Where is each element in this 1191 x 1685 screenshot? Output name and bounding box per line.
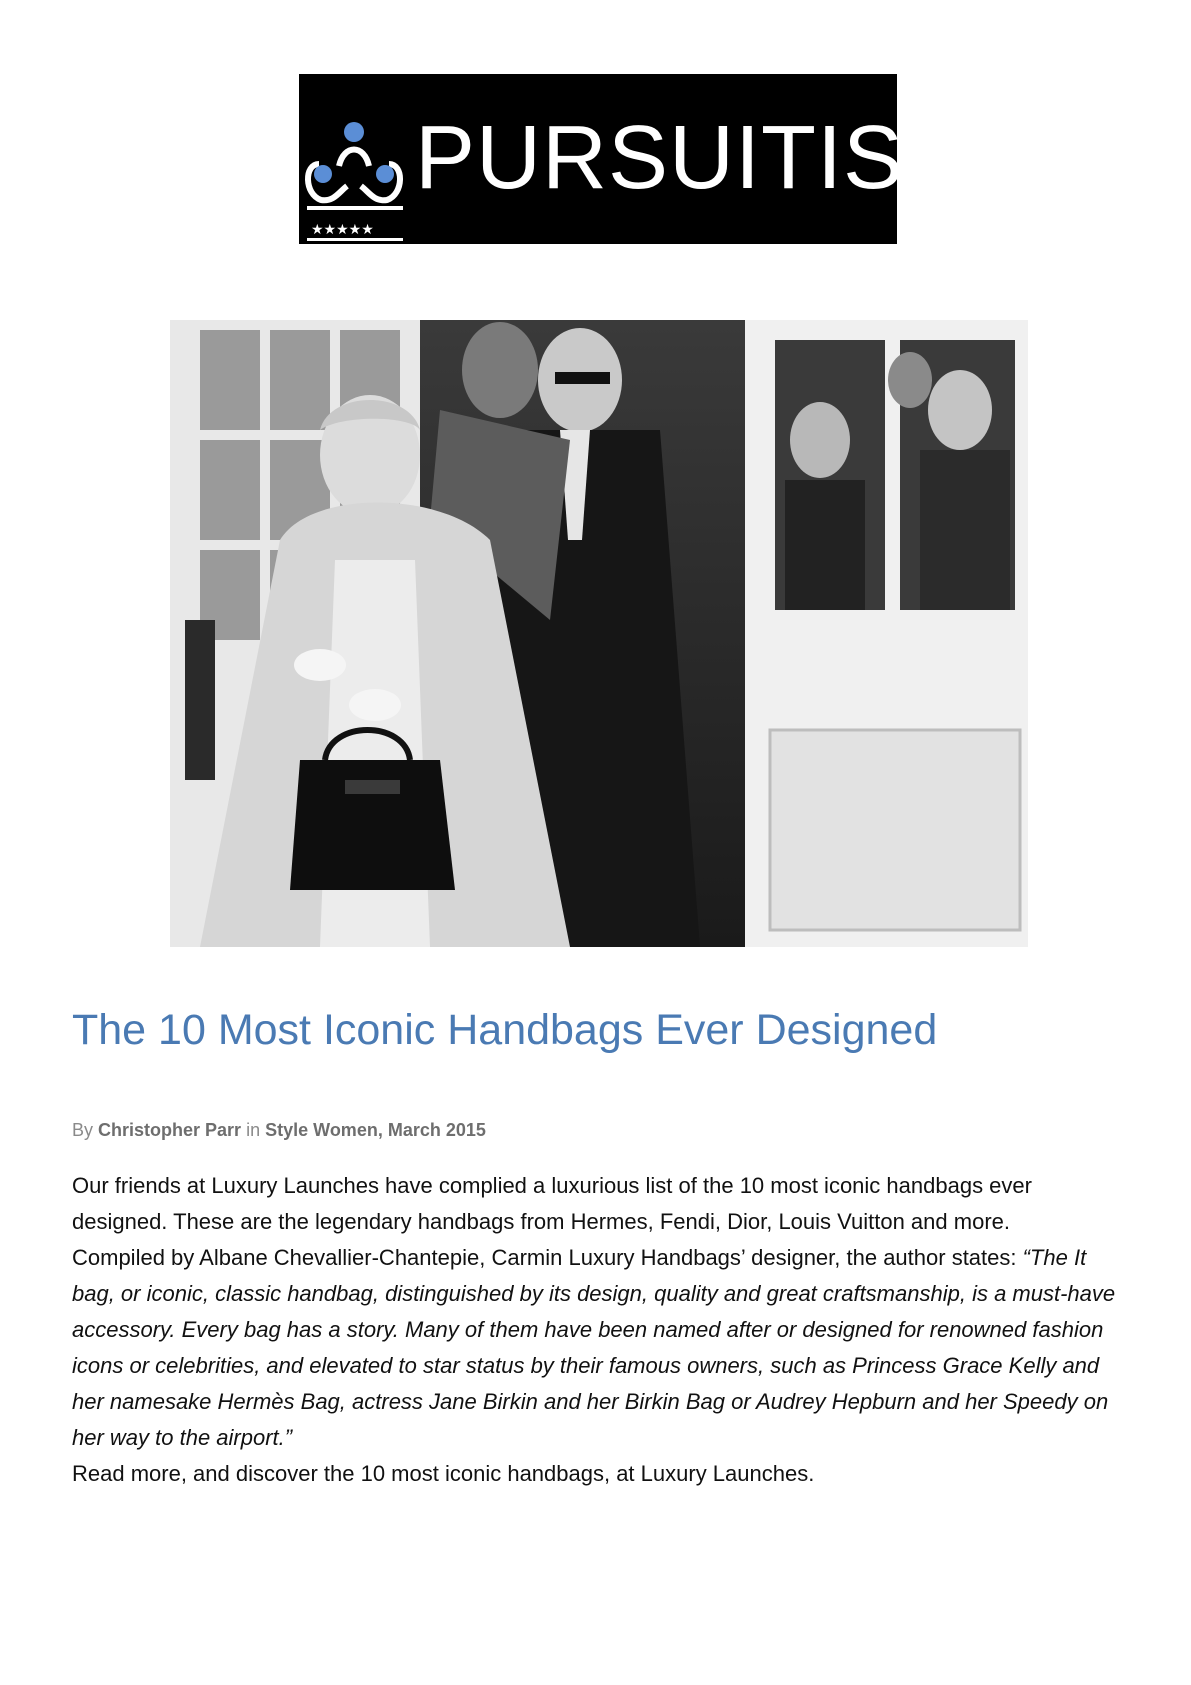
paragraph-2-intro: Compiled by Albane Chevallier-Chantepie, Carmin Luxury Handbags’ designer, the author states: — [72, 1245, 1023, 1270]
article-body — [72, 1168, 1132, 1492]
byline-category-date[interactable]: Style Women, March 2015 — [265, 1120, 486, 1140]
photo-illustration — [170, 320, 1028, 947]
logo-wordmark: PURSUITIST — [415, 108, 961, 208]
byline-by: By — [72, 1120, 94, 1140]
paragraph-2 — [72, 1240, 1132, 1456]
article-hero-photo — [170, 320, 1028, 947]
pursuitist-logo[interactable] — [299, 74, 961, 244]
svg-text:★★★★★: ★★★★★ — [311, 222, 374, 238]
article-title[interactable]: The 10 Most Iconic Handbags Ever Designed — [72, 1006, 938, 1054]
paragraph-3: Read more, and discover the 10 most iconic handbags, at Luxury Launches. — [72, 1461, 815, 1486]
byline-in: in — [246, 1120, 261, 1140]
paragraph-2-quote: “The It bag, or iconic, classic handbag, distinguished by its design, quality and great craftsmanship, is a must-have accessory. Every bag has a story. Many of them have been named after or designed for renowned fashion icons or celebrities, and elevated to star status by their famous owners, such as Princess Grace Kelly and her namesake Hermès Bag, actress Jane Birkin and her Birkin Bag or Audrey Hepburn and her Speedy on her way to the airport.” — [72, 1245, 1116, 1450]
crown-logo-icon — [299, 74, 409, 244]
article-byline — [72, 1118, 486, 1142]
paragraph-1: Our friends at Luxury Launches have complied a luxurious list of the 10 most iconic handbags ever designed. These are the legendary handbags from Hermes, Fendi, Dior, Louis Vuitton and more. — [72, 1173, 1032, 1234]
byline-author[interactable]: Christopher Parr — [98, 1120, 242, 1140]
